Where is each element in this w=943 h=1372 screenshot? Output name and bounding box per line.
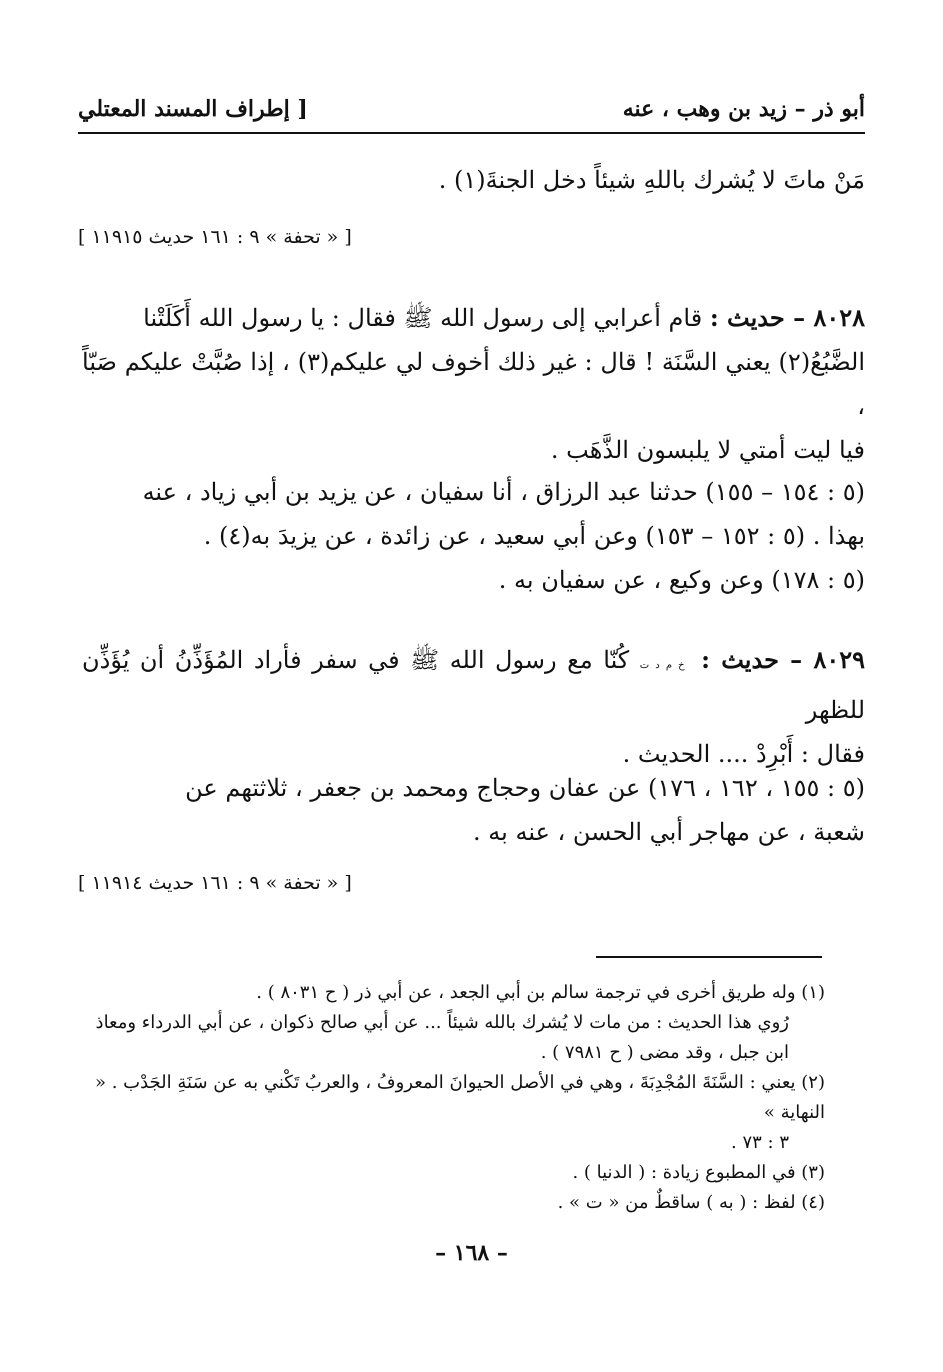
isnad-8029-line-2: شعبة ، عن مهاجر أبي الحسن ، عنه به . (473, 818, 865, 846)
page-number: – ١٦٨ – (435, 1240, 508, 1266)
footnote-3: (٣) في المطبوع زيادة : ( الدنيا ) . (572, 1162, 825, 1183)
footnote-2-cont: ٣ : ٧٣ . (731, 1132, 789, 1153)
isnad-8029-line-1: (٥ : ١٥٥ ، ١٦٢ ، ١٧٦) عن عفان وحجاج ومحمد بن جعفر ، ثلاثتهم عن (185, 774, 865, 802)
intro-text: مَنْ ماتَ لا يُشرك باللهِ شيئاً دخل الجنةَ(١) . (438, 166, 865, 194)
isnad-line-1: (٥ : ١٥٤ – ١٥٥) حدثنا عبد الرزاق ، أنا سفيان ، عن يزيد بن أبي زياد ، عنه (142, 478, 865, 506)
footnote-2: (٢) يعني : السَّنَةَ المُجْدِبَةَ ، وهي في الأصل الحيوانَ المعروفُ ، والعربُ تَكْني به عن سَنَةِ الجَدْب . « النهاية » (94, 1072, 825, 1123)
hadith-8029-number: ٨٠٢٩ – حديث : (701, 645, 865, 674)
isnad-line-3: (٥ : ١٧٨) وعن وكيع ، عن سفيان به . (498, 566, 865, 594)
header-book-title: [ إطراف المسند المعتلي (78, 96, 308, 122)
footnotes (78, 978, 825, 1218)
hadith-8029 (82, 638, 865, 776)
hadith-8028-line-2: الضَّبُعُ(٢) يعني السَّنَة ! قال : غير ذلك أخوف لي عليكم(٣) ، إذا صُبَّتْ عليكم صَبّاً ، (82, 348, 865, 420)
hadith-8028 (82, 296, 865, 472)
header-title: أبو ذر – زيد بن وهب ، عنه (622, 96, 865, 122)
footnote-1-cont: رُوي هذا الحديث : من مات لا يُشرك بالله شيئاً ... عن أبي صالح ذكوان ، عن أبي الدرداء ومعاذ (95, 1012, 789, 1033)
hadith-8029-text-1: كُنّا مع رسول الله ﷺ في سفر فأراد المُؤَذِّنُ أن يُؤَذِّن للظهر (82, 646, 865, 724)
isnad-line-2: بهذا . (٥ : ١٥٢ – ١٥٣) وعن أبي سعيد ، عن زائدة ، عن يزيدَ به(٤) . (203, 522, 865, 550)
hadith-8028-line-1 (82, 296, 865, 340)
hadith-8028-line-3: فيا ليت أمتي لا يلبسون الذَّهَب . (550, 436, 865, 464)
intro-section (82, 158, 865, 202)
hadith-8029-tuhfa-ref: [ « تحفة » ٩ : ١٦١ حديث ١١٩١٤ ] (78, 872, 352, 894)
hadith-8028-isnad (82, 470, 865, 602)
hadith-8029-isnad (82, 766, 865, 854)
footnote-separator (596, 956, 822, 958)
intro-tuhfa-ref: [ « تحفة » ٩ : ١٦١ حديث ١١٩١٥ ] (78, 226, 352, 248)
hadith-8029-line-2: فقال : أَبْرِدْ .... الحديث . (622, 740, 865, 768)
footnote-1-cont-2: ابن جبل ، وقد مضى ( ح ٧٩٨١ ) . (540, 1042, 789, 1063)
header-rule (78, 132, 865, 134)
hadith-8029-siglum: خ م د ت (639, 660, 685, 671)
hadith-8028-number: ٨٠٢٨ – حديث : (709, 303, 865, 332)
running-header (78, 96, 865, 130)
footnote-1: (١) وله طريق أخرى في ترجمة سالم بن أبي الجعد ، عن أبي ذر ( ح ٨٠٣١ ) . (256, 982, 825, 1003)
hadith-8029-line-1 (82, 638, 865, 732)
footnote-4: (٤) لفظ : ( به ) ساقطٌ من « ت » . (557, 1192, 825, 1213)
hadith-8028-text-1: قام أعرابي إلى رسول الله ﷺ فقال : يا رسول الله أَكَلَتْنا (143, 304, 703, 332)
